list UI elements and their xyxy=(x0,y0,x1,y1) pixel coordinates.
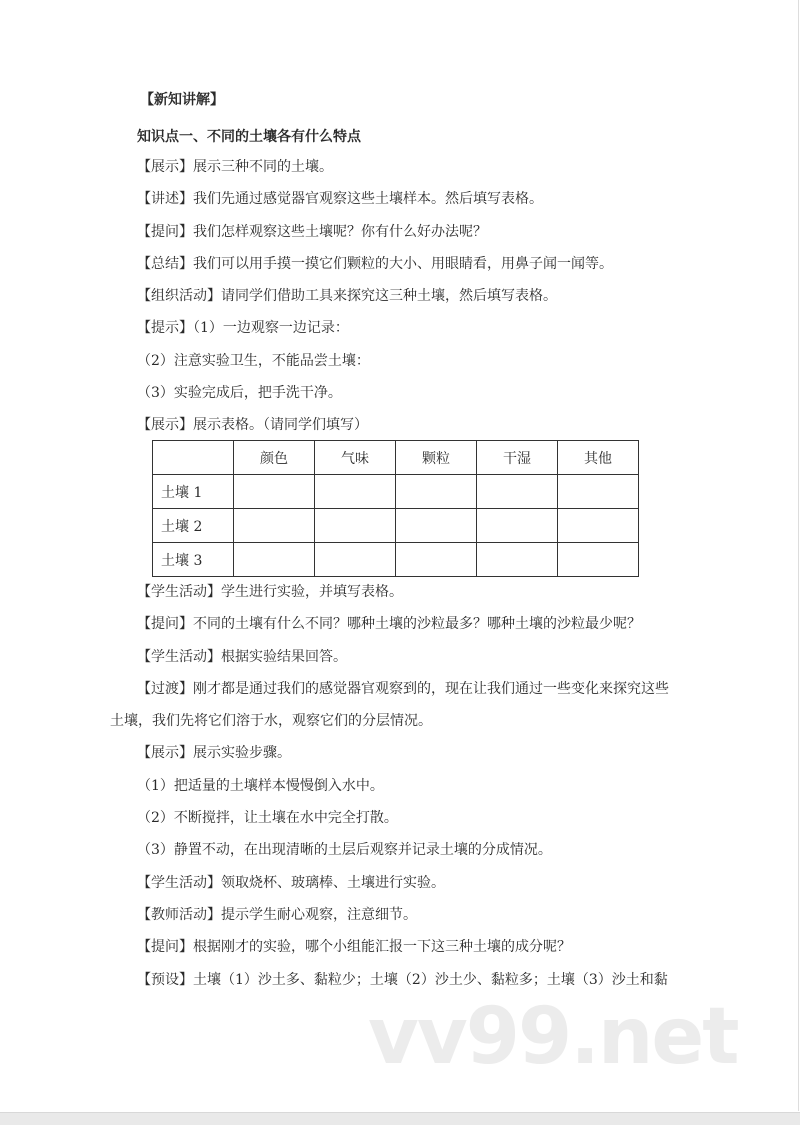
text-line: 土壤，我们先将它们溶于水，观察它们的分层情况。 xyxy=(110,713,432,730)
table-row xyxy=(153,475,639,509)
watermark: vv99.net xyxy=(368,992,738,1082)
text-line: 【教师活动】提示学生耐心观察，注意细节。 xyxy=(137,906,417,923)
row-label: 土壤 3 xyxy=(153,543,234,577)
text-line: 【组织活动】请同学们借助工具来探究这三种土壤，然后填写表格。 xyxy=(137,288,557,305)
table-cell xyxy=(558,509,639,543)
table-header-cell xyxy=(153,441,234,475)
text-line: 【提问】我们怎样观察这些土壤呢？你有什么好办法呢？ xyxy=(137,223,487,240)
table-cell xyxy=(234,543,315,577)
row-label: 土壤 1 xyxy=(153,475,234,509)
table-row xyxy=(153,509,639,543)
text-line: 【提问】不同的土壤有什么不同？哪种土壤的沙粒最多？哪种土壤的沙粒最少呢？ xyxy=(137,616,641,633)
text-line: 【提示】（1）一边观察一边记录： xyxy=(137,320,349,337)
text-line: 【提问】根据刚才的实验，哪个小组能汇报一下这三种土壤的成分呢？ xyxy=(137,939,571,956)
table-cell xyxy=(315,543,396,577)
text-line: 【总结】我们可以用手摸一摸它们颗粒的大小、用眼睛看，用鼻子闻一闻等。 xyxy=(137,255,613,272)
text-line: 【展示】展示表格。（请同学们填写） xyxy=(137,417,368,434)
text-line: 【学生活动】根据实验结果回答。 xyxy=(137,648,347,665)
text-line: 【预设】土壤（1）沙土多、黏粒少；土壤（2）沙土少、黏粒多；土壤（3）沙土和黏 xyxy=(137,971,668,988)
text-line: （3）静置不动，在出现清晰的土层后观察并记录土壤的分成情况。 xyxy=(137,842,552,859)
knowledge-point-title: 知识点一、不同的土壤各有什么特点 xyxy=(137,129,361,145)
table-cell xyxy=(558,543,639,577)
table-cell xyxy=(315,509,396,543)
table-header-cell: 颜色 xyxy=(234,441,315,475)
text-line: 【学生活动】领取烧杯、玻璃棒、土壤进行实验。 xyxy=(137,874,445,891)
text-line: 【学生活动】学生进行实验，并填写表格。 xyxy=(137,584,403,600)
table-header-cell: 气味 xyxy=(315,441,396,475)
paragraph-block-1 xyxy=(137,151,613,442)
next-page xyxy=(0,1125,800,1137)
text-line: 【展示】展示实验步骤。 xyxy=(137,745,291,762)
table-row xyxy=(153,543,639,577)
page-separator xyxy=(0,1112,800,1126)
row-label: 土壤 2 xyxy=(153,509,234,543)
table-cell xyxy=(396,509,477,543)
table-cell xyxy=(396,475,477,509)
table-header-cell: 干湿 xyxy=(477,441,558,475)
table-cell xyxy=(396,543,477,577)
text-line: 【讲述】我们先通过感觉器官观察这些土壤样本。然后填写表格。 xyxy=(137,191,543,208)
text-line: （3）实验完成后，把手洗干净。 xyxy=(137,385,342,402)
table-cell xyxy=(477,543,558,577)
table-cell xyxy=(477,509,558,543)
table-header-cell: 其他 xyxy=(558,441,639,475)
table-header-row xyxy=(153,441,639,475)
observation-table xyxy=(152,440,639,577)
table-cell xyxy=(558,475,639,509)
table-cell xyxy=(234,475,315,509)
table-cell xyxy=(234,509,315,543)
paragraph-block-2 xyxy=(110,576,669,996)
text-line: 【过渡】刚才都是通过我们的感觉器官观察到的，现在让我们通过一些变化来探究这些 xyxy=(137,680,669,697)
table-cell xyxy=(315,475,396,509)
table-header-cell: 颗粒 xyxy=(396,441,477,475)
section-heading: 【新知讲解】 xyxy=(140,92,224,108)
text-line: （1）把适量的土壤样本慢慢倒入水中。 xyxy=(137,777,384,794)
text-line: （2）注意实验卫生，不能品尝土壤： xyxy=(137,352,370,369)
text-line: 【展示】展示三种不同的土壤。 xyxy=(137,159,333,175)
table-cell xyxy=(477,475,558,509)
text-line: （2）不断搅拌，让土壤在水中完全打散。 xyxy=(137,810,398,827)
